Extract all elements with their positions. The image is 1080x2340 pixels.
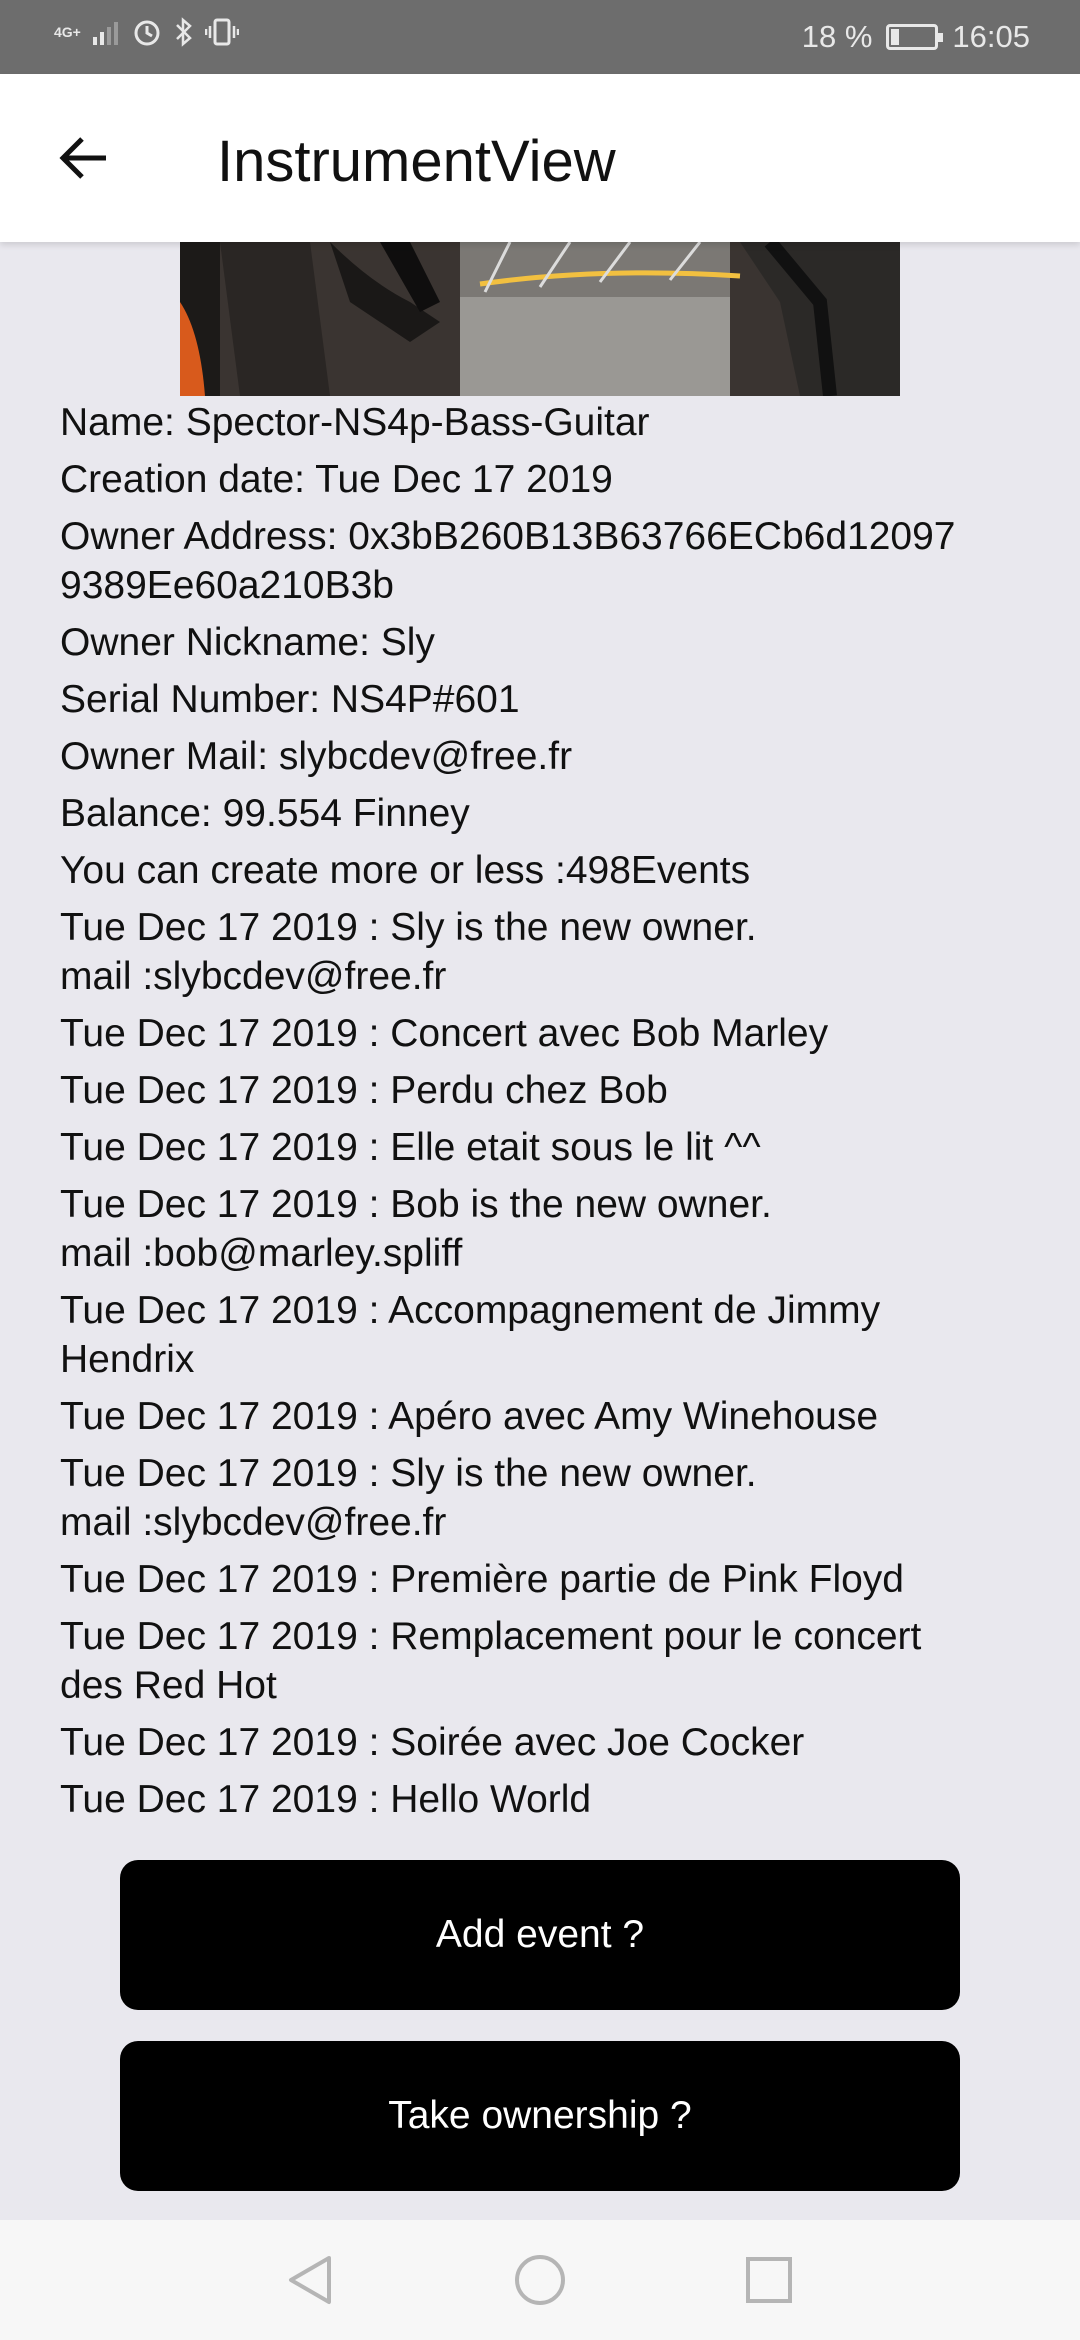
owner-nickname: Owner Nickname: Sly: [60, 621, 435, 664]
event-item: Tue Dec 17 2019 : Remplacement pour le concert des Red Hot: [60, 1615, 922, 1707]
nav-home-button[interactable]: [512, 2252, 568, 2308]
nav-recents-button[interactable]: [741, 2252, 797, 2308]
event-item: Tue Dec 17 2019 : Hello World: [60, 1778, 592, 1821]
square-recents-icon: [744, 2255, 794, 2305]
instrument-photo: [180, 242, 900, 396]
battery-level-fill: [891, 29, 899, 45]
instrument-details: [60, 398, 1040, 1832]
system-nav-bar: [0, 2220, 1080, 2340]
add-event-button[interactable]: Add event ?: [120, 1860, 960, 2010]
bluetooth-icon: [173, 16, 195, 48]
balance: Balance: 99.554 Finney: [60, 792, 470, 835]
event-item: Tue Dec 17 2019 : Concert avec Bob Marley: [60, 1012, 829, 1055]
back-button[interactable]: [50, 124, 118, 192]
status-icons-left: [54, 16, 239, 48]
event-item: Tue Dec 17 2019 : Sly is the new owner. mail :slybcdev@free.fr: [60, 906, 757, 998]
events-remaining: You can create more or less :498Events: [60, 849, 751, 892]
status-icons-right: [802, 0, 1030, 74]
owner-mail: Owner Mail: slybcdev@free.fr: [60, 735, 573, 778]
take-ownership-button[interactable]: Take ownership ?: [120, 2041, 960, 2191]
arrow-left-icon: [56, 130, 112, 186]
status-bar: [0, 0, 1080, 74]
instrument-photo-graphic: [180, 242, 900, 396]
signal-icon: [91, 17, 121, 47]
owner-address: Owner Address: 0x3bB260B13B63766ECb6d12097 9389Ee60a210B3b: [60, 515, 956, 607]
event-item: Tue Dec 17 2019 : Perdu chez Bob: [60, 1069, 668, 1112]
vibrate-icon: [205, 16, 239, 48]
instrument-name: Name: Spector-NS4p-Bass-Guitar: [60, 401, 650, 444]
event-item: Tue Dec 17 2019 : Elle etait sous le lit ^^: [60, 1126, 761, 1169]
triangle-back-icon: [285, 2254, 335, 2306]
app-bar: [0, 74, 1080, 242]
event-item: Tue Dec 17 2019 : Apéro avec Amy Winehouse: [60, 1395, 879, 1438]
clock: 16:05: [952, 19, 1030, 54]
event-item: Tue Dec 17 2019 : Soirée avec Joe Cocker: [60, 1721, 805, 1764]
battery-icon: [886, 24, 938, 50]
nav-back-button[interactable]: [282, 2252, 338, 2308]
creation-date: Creation date: Tue Dec 17 2019: [60, 458, 613, 501]
battery-percent: 18 %: [801, 19, 873, 54]
network-type-label: 4G+: [54, 24, 81, 40]
event-item: Tue Dec 17 2019 : Sly is the new owner. mail :slybcdev@free.fr: [60, 1452, 757, 1544]
event-item: Tue Dec 17 2019 : Bob is the new owner. mail :bob@marley.spliff: [60, 1183, 772, 1275]
event-item: Tue Dec 17 2019 : Accompagnement de Jimmy Hendrix: [60, 1289, 881, 1381]
alarm-icon: [131, 16, 163, 48]
serial-number: Serial Number: NS4P#601: [60, 678, 520, 721]
circle-home-icon: [513, 2253, 567, 2307]
event-item: Tue Dec 17 2019 : Première partie de Pink Floyd: [60, 1558, 904, 1601]
page-title: InstrumentView: [217, 129, 616, 194]
